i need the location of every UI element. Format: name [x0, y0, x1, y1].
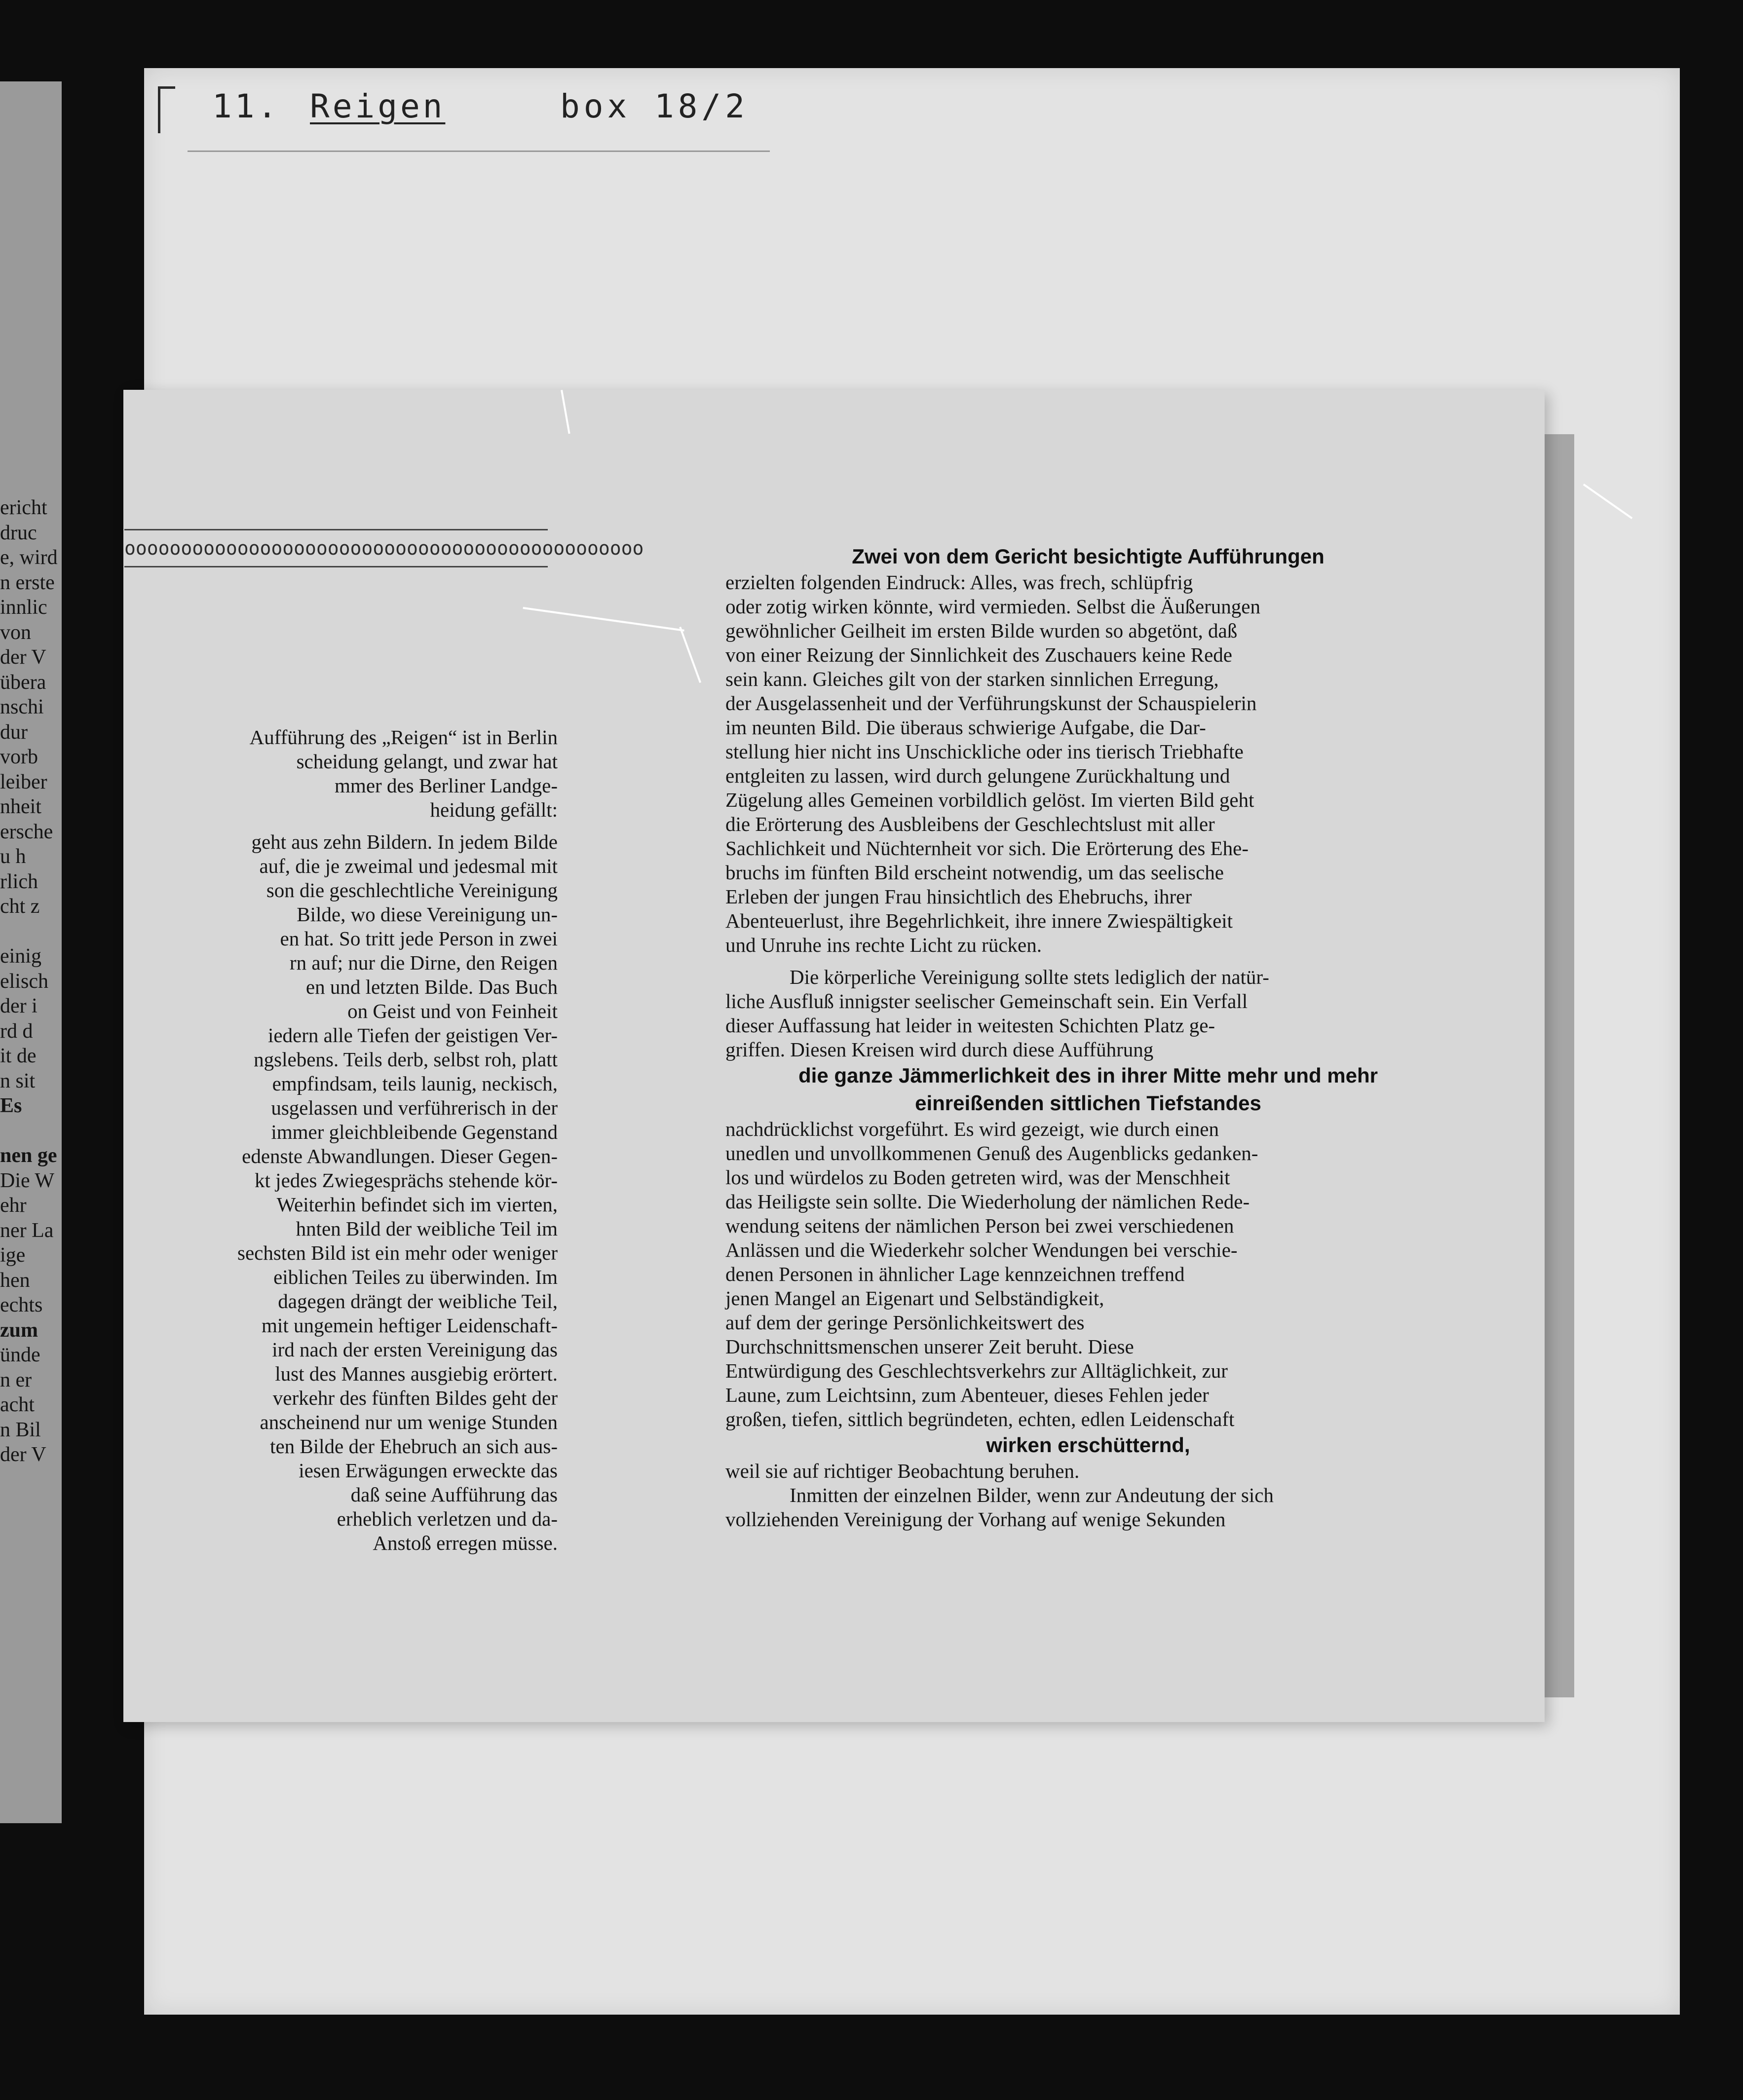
- text-line: Inmitten der einzelnen Bilder, wenn zur Andeutung der sich: [790, 1484, 1274, 1506]
- text-line: iedern alle Tiefen der geistigen Ver-: [267, 1024, 558, 1047]
- text-line: rn auf; nur die Dirne, den Reigen: [289, 951, 558, 974]
- text-line: scheidung gelangt, und zwar hat: [296, 750, 558, 773]
- edge-text-fragment: nen ge: [0, 1144, 57, 1167]
- text-line: weil sie auf richtiger Beobachtung beruhen.: [725, 1460, 1080, 1482]
- text-line: anscheinend nur um wenige Stunden: [260, 1411, 558, 1433]
- edge-text-fragment: n er: [0, 1368, 32, 1391]
- text-line: geht aus zehn Bildern. In jedem Bilde: [251, 830, 558, 853]
- text-line: Laune, zum Leichtsinn, zum Abenteuer, dieses Fehlen jeder: [725, 1384, 1209, 1406]
- text-line: und Unruhe ins rechte Licht zu rücken.: [725, 934, 1042, 956]
- text-line: erheblich verletzen und da-: [337, 1507, 558, 1530]
- text-line: das Heiligste sein sollte. Die Wiederholung der nämlichen Rede-: [725, 1190, 1250, 1213]
- text-line: verkehr des fünften Bildes geht der: [272, 1387, 558, 1409]
- emphasis-heading: die ganze Jämmerlichkeit des in ihrer Mitte mehr und mehr: [798, 1064, 1378, 1087]
- edge-text-fragment: ünde: [0, 1344, 40, 1366]
- text-line: on Geist und von Feinheit: [347, 1000, 558, 1022]
- text-line: kt jedes Zwiegesprächs stehende kör-: [255, 1169, 558, 1192]
- text-line: heidung gefällt:: [430, 798, 558, 821]
- edge-text-fragment: einig: [0, 945, 41, 968]
- text-line: daß seine Aufführung das: [350, 1483, 558, 1506]
- text-line: griffen. Diesen Kreisen wird durch diese Aufführung: [725, 1038, 1154, 1061]
- edge-text-fragment: dur: [0, 720, 28, 744]
- text-line: edenste Abwandlungen. Dieser Gegen-: [242, 1145, 558, 1167]
- edge-text-fragment: n Bil: [0, 1418, 41, 1441]
- text-line: Zügelung alles Gemeinen vorbildlich gelöst. Im vierten Bild geht: [725, 788, 1254, 811]
- text-line: unedlen und unvollkommenen Genuß des Augenblicks gedanken-: [725, 1142, 1258, 1164]
- archive-title: Reigen: [310, 87, 446, 125]
- text-line: oder zotig wirken könnte, wird vermieden. Selbst die Äußerungen: [725, 595, 1260, 618]
- clipping-shadow: [1545, 434, 1574, 1697]
- edge-text-fragment: elisch: [0, 970, 48, 993]
- text-line: dagegen drängt der weibliche Teil,: [278, 1290, 558, 1312]
- edge-text-fragment: der i: [0, 995, 38, 1017]
- text-line: Abenteuerlust, ihre Begehrlichkeit, ihre innere Zwiespältigkeit: [725, 909, 1233, 932]
- edge-text-fragment: vorb: [0, 746, 38, 768]
- edge-text-fragment: hen: [0, 1269, 30, 1292]
- edge-text-fragment: ner La: [0, 1219, 54, 1242]
- edge-text-fragment: acht: [0, 1393, 35, 1416]
- text-line: denen Personen in ähnlicher Lage kennzeichnen treffend: [725, 1263, 1185, 1285]
- text-line: hnten Bild der weibliche Teil im: [296, 1217, 558, 1240]
- corner-mark: [158, 86, 175, 133]
- text-line: sechsten Bild ist ein mehr oder weniger: [237, 1241, 558, 1264]
- edge-text-fragment: nschi: [0, 696, 44, 718]
- text-line: Die körperliche Vereinigung sollte stets lediglich der natür-: [790, 966, 1269, 988]
- text-line: Bilde, wo diese Vereinigung un-: [297, 903, 558, 926]
- text-line: empfindsam, teils launig, neckisch,: [272, 1072, 558, 1095]
- paragraph-gap: [123, 822, 558, 830]
- clipping-left-column: [123, 725, 558, 1555]
- text-line: von einer Reizung der Sinnlichkeit des Zuschauers keine Rede: [725, 643, 1232, 666]
- edge-text-fragment: druc: [0, 521, 37, 544]
- text-line: immer gleichbleibende Gegenstand: [271, 1121, 558, 1143]
- header-rule: [188, 150, 770, 152]
- text-line: lust des Mannes ausgiebig erörtert.: [275, 1362, 558, 1385]
- edge-text-fragment: leiber: [0, 770, 47, 793]
- archive-header: [158, 81, 809, 165]
- text-line: jenen Mangel an Eigenart und Selbständigkeit,: [725, 1287, 1104, 1310]
- decorative-border-strip: oooooooooooooooooooooooooooooooooooooooooooooo: [124, 529, 548, 567]
- text-line: auf dem der geringe Persönlichkeitswert des: [725, 1311, 1085, 1334]
- text-line: son die geschlechtliche Vereinigung: [266, 879, 558, 901]
- archive-box-label: box 18/2: [560, 87, 749, 125]
- edge-text-fragment: ehr: [0, 1194, 27, 1217]
- text-line: Entwürdigung des Geschlechtsverkehrs zur Alltäglichkeit, zur: [725, 1359, 1228, 1382]
- edge-text-fragment: ersche: [0, 820, 53, 843]
- paragraph-gap: [725, 957, 1451, 965]
- text-line: Erleben der jungen Frau hinsichtlich des Ehebruchs, ihrer: [725, 885, 1192, 908]
- text-line: en und letzten Bilde. Das Buch: [305, 975, 558, 998]
- text-line: großen, tiefen, sittlich begründeten, echten, edlen Leidenschaft: [725, 1408, 1235, 1430]
- edge-text-fragment: übera: [0, 671, 46, 694]
- text-line: Aufführung des „Reigen“ ist in Berlin: [249, 726, 558, 749]
- edge-text-fragment: rlich: [0, 870, 38, 893]
- edge-text-fragment: Es: [0, 1094, 22, 1117]
- edge-text-fragment: echts: [0, 1294, 43, 1316]
- text-line: die Erörterung des Ausbleibens der Geschlechtslust mit aller: [725, 813, 1215, 835]
- text-line: en hat. So tritt jede Person in zwei: [280, 927, 558, 950]
- text-line: entgleiten zu lassen, wird durch gelungene Zurückhaltung und: [725, 764, 1230, 787]
- section-heading: Zwei von dem Gericht besichtigte Aufführungen: [852, 545, 1325, 568]
- text-line: stellung hier nicht ins Unschickliche oder ins tierisch Triebhafte: [725, 740, 1244, 763]
- edge-text-fragment: it de: [0, 1045, 37, 1067]
- edge-text-fragment: ige: [0, 1244, 26, 1267]
- text-line: Sachlichkeit und Nüchternheit vor sich. Die Erörterung des Ehe-: [725, 837, 1249, 860]
- adjacent-page-fragment: [0, 81, 62, 1823]
- text-line: los und würdelos zu Boden getreten wird, was der Menschheit: [725, 1166, 1230, 1189]
- text-line: Anlässen und die Wiederkehr solcher Wendungen bei verschie-: [725, 1238, 1238, 1261]
- text-line: der Ausgelassenheit und der Verführungskunst der Schauspielerin: [725, 692, 1257, 714]
- text-line: eiblichen Teiles zu überwinden. Im: [273, 1266, 558, 1288]
- edge-text-fragment: zum: [0, 1318, 38, 1342]
- emphasis-heading: einreißenden sittlichen Tiefstandes: [915, 1091, 1261, 1115]
- edge-text-fragment: u h: [0, 845, 26, 868]
- text-line: mmer des Berliner Landge-: [335, 774, 558, 797]
- text-line: wendung seitens der nämlichen Person bei zwei verschiedenen: [725, 1214, 1234, 1237]
- edge-text-fragment: der V: [0, 1443, 46, 1466]
- text-line: auf, die je zweimal und jedesmal mit: [259, 855, 558, 877]
- edge-text-fragment: n erste: [0, 571, 55, 594]
- edge-text-fragment: ericht: [0, 496, 47, 519]
- text-line: im neunten Bild. Die überaus schwierige Aufgabe, die Dar-: [725, 716, 1206, 739]
- text-line: iesen Erwägungen erweckte das: [299, 1459, 558, 1482]
- edge-text-fragment: Die W: [0, 1169, 55, 1192]
- edge-text-fragment: innlic: [0, 596, 47, 619]
- edge-text-fragment: cht z: [0, 895, 40, 918]
- text-line: ngslebens. Teils derb, selbst roh, platt: [254, 1048, 558, 1071]
- edge-text-fragment: rd d: [0, 1019, 33, 1043]
- edge-text-fragment: von: [0, 621, 31, 644]
- text-line: sein kann. Gleiches gilt von der starken sinnlichen Erregung,: [725, 668, 1219, 690]
- text-line: dieser Auffassung hat leider in weitesten Schichten Platz ge-: [725, 1014, 1215, 1037]
- emphasis-heading: wirken erschütternd,: [986, 1433, 1190, 1457]
- text-line: ten Bilde der Ehebruch an sich aus-: [270, 1435, 558, 1458]
- edge-text-fragment: n sit: [0, 1069, 36, 1092]
- text-line: Durchschnittsmenschen unserer Zeit beruht. Diese: [725, 1335, 1134, 1358]
- text-line: gewöhnlicher Geilheit im ersten Bilde wurden so abgetönt, daß: [725, 619, 1238, 642]
- text-line: Weiterhin befindet sich im vierten,: [276, 1193, 558, 1216]
- archive-number: 11.: [212, 87, 280, 125]
- text-line: mit ungemein heftiger Leidenschaft-: [262, 1314, 558, 1337]
- text-line: vollziehenden Vereinigung der Vorhang auf wenige Sekunden: [725, 1508, 1226, 1531]
- text-line: usgelassen und verführerisch in der: [271, 1096, 558, 1119]
- clipping-right-column: [725, 543, 1451, 1532]
- text-line: liche Ausfluß innigster seelischer Gemeinschaft sein. Ein Verfall: [725, 990, 1248, 1012]
- text-line: Anstoß erregen müsse.: [373, 1532, 558, 1554]
- edge-text-fragment: e, wird: [0, 546, 58, 569]
- edge-text-fragment: der V: [0, 646, 46, 669]
- text-line: erzielten folgenden Eindruck: Alles, was frech, schlüpfrig: [725, 571, 1193, 594]
- text-line: ird nach der ersten Vereinigung das: [272, 1338, 558, 1361]
- edge-text-fragment: nheit: [0, 795, 41, 818]
- text-line: bruchs im fünften Bild erscheint notwendig, um das seelische: [725, 861, 1224, 884]
- text-line: nachdrücklichst vorgeführt. Es wird gezeigt, wie durch einen: [725, 1118, 1219, 1140]
